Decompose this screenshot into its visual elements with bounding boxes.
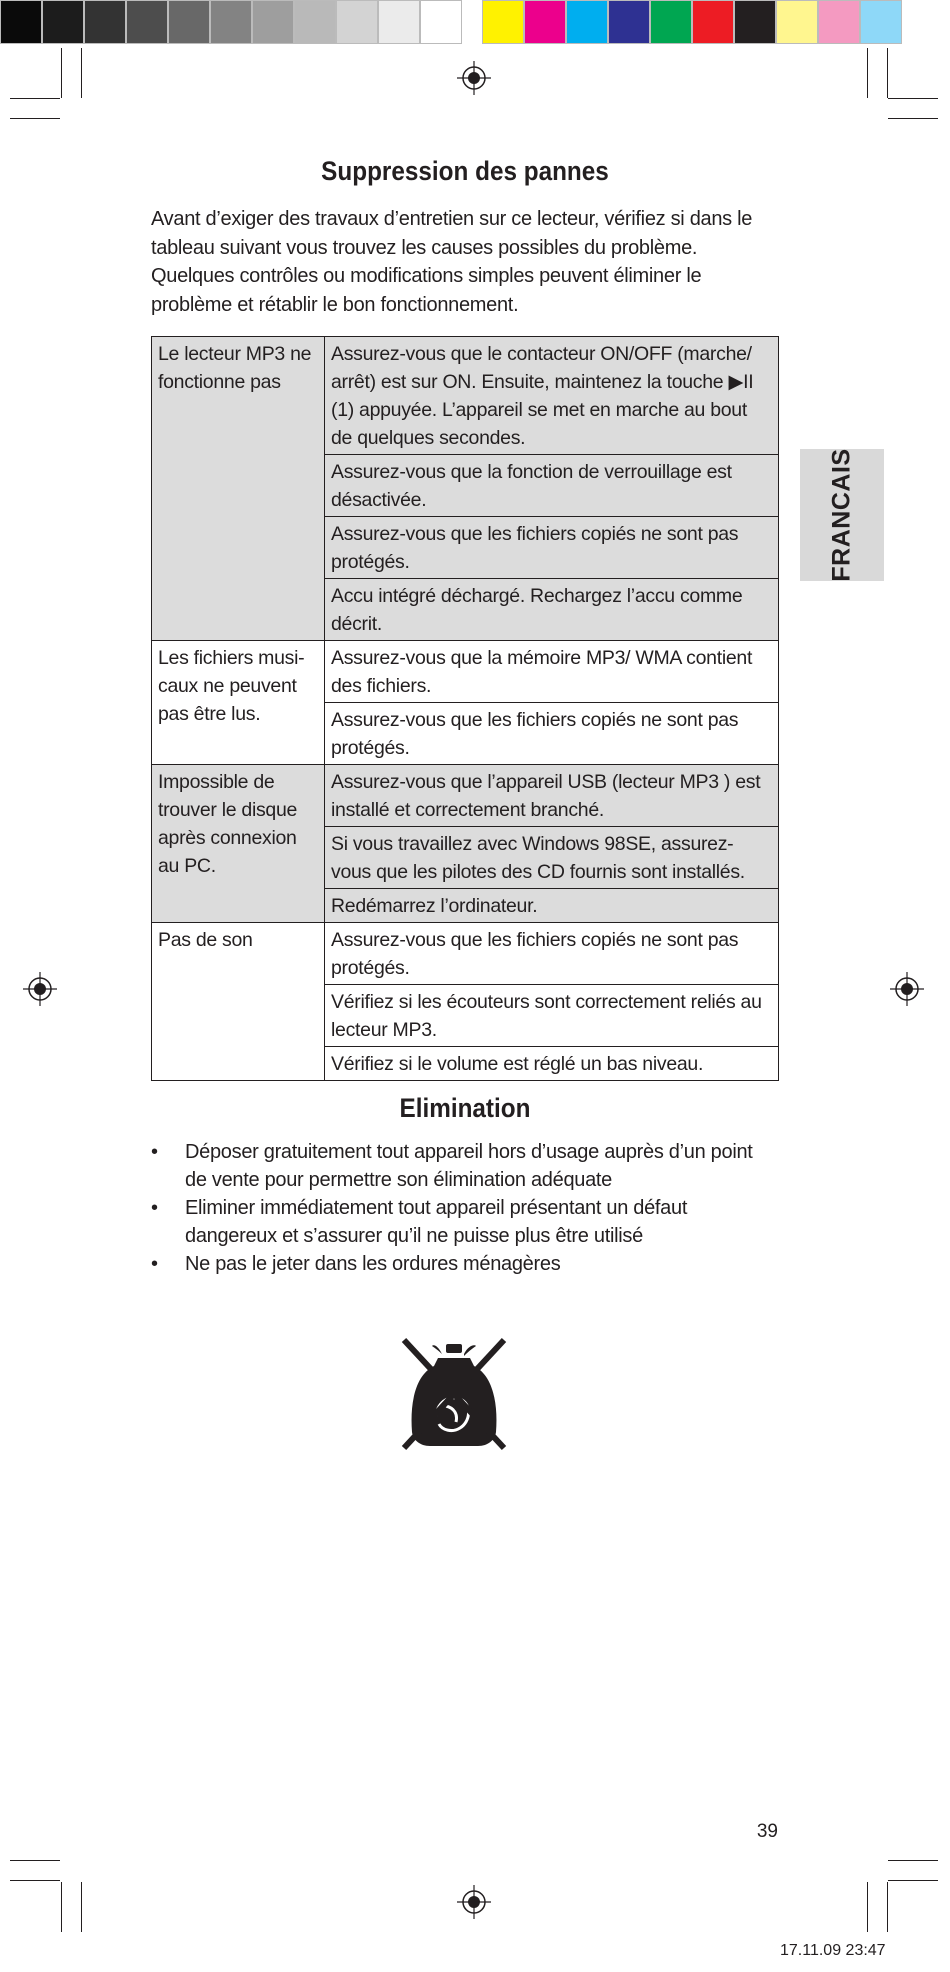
registration-mark-right	[888, 970, 926, 1008]
color-calibration-bar	[0, 0, 950, 44]
list-item	[151, 1194, 776, 1250]
language-tab	[800, 449, 884, 581]
solution-cell: Vérifiez si les écouteurs sont correctement reliés au lecteur MP3.	[325, 985, 779, 1047]
gray-swatch	[0, 0, 42, 44]
process-color-swatch	[566, 0, 608, 44]
solution-cell: Accu intégré déchargé. Rechargez l’accu comme décrit.	[325, 579, 779, 641]
solution-cell: Assurez-vous que la fonction de verrouillage est désactivée.	[325, 455, 779, 517]
process-color-swatch	[482, 0, 524, 44]
problem-cell: Les fichiers musi- caux ne peuvent pas être lus.	[152, 641, 325, 765]
solution-cell: Redémarrez l’ordinateur.	[325, 889, 779, 923]
solution-cell: Assurez-vous que le contacteur ON/OFF (marche/ arrêt) est sur ON. Ensuite, maintenez la touche ▶II (1) appuyée. L’appareil se met en marche au bout de quelques secondes.	[325, 337, 779, 455]
crossed-out-waste-bag-icon	[398, 1336, 510, 1452]
solution-cell: Assurez-vous que les fichiers copiés ne sont pas protégés.	[325, 703, 779, 765]
problem-cell: Pas de son	[152, 923, 325, 1081]
problem-cell: Le lecteur MP3 ne fonctionne pas	[152, 337, 325, 641]
solution-cell: Assurez-vous que la mémoire MP3/ WMA contient des fichiers.	[325, 641, 779, 703]
troubleshooting-table	[151, 336, 779, 1081]
elimination-heading: Elimination	[399, 1093, 531, 1123]
solution-cell: Si vous travaillez avec Windows 98SE, assurez-vous que les pilotes des CD fournis sont installés.	[325, 827, 779, 889]
gray-swatch	[84, 0, 126, 44]
gray-swatch	[210, 0, 252, 44]
gray-swatch	[420, 0, 462, 44]
process-color-swatch	[524, 0, 566, 44]
solution-cell: Vérifiez si le volume est réglé un bas niveau.	[325, 1047, 779, 1081]
table-row	[152, 765, 779, 827]
bullet-icon: •	[151, 1197, 158, 1219]
process-color-swatch	[818, 0, 860, 44]
registration-mark-top	[455, 59, 493, 97]
gray-swatch	[126, 0, 168, 44]
process-color-swatch	[776, 0, 818, 44]
gray-swatch	[42, 0, 84, 44]
solution-cell: Assurez-vous que l’appareil USB (lecteur MP3 ) est installé et correctement branché.	[325, 765, 779, 827]
process-color-swatch	[734, 0, 776, 44]
intro-paragraph: Avant d’exiger des travaux d’entretien sur ce lecteur, vérifiez si dans le tableau suivant vous trouvez les causes possibles du problème. Quelques contrôles ou modifications simples peuvent éliminer le problème et rétablir le bon fonctionnement.	[151, 208, 753, 316]
bullet-icon: •	[151, 1253, 158, 1275]
gray-swatch	[252, 0, 294, 44]
process-color-swatch	[608, 0, 650, 44]
list-item	[151, 1138, 776, 1194]
process-color-swatch	[692, 0, 734, 44]
process-color-swatch	[860, 0, 902, 44]
problem-cell: Impossible de trouver le disque après connexion au PC.	[152, 765, 325, 923]
process-color-swatch	[650, 0, 692, 44]
language-tab-label: FRANCAIS	[827, 448, 856, 582]
page-title: Suppression des pannes	[321, 156, 609, 186]
registration-mark-bottom	[455, 1883, 493, 1921]
gray-swatch	[168, 0, 210, 44]
bullet-icon: •	[151, 1141, 158, 1163]
solution-cell: Assurez-vous que les fichiers copiés ne sont pas protégés.	[325, 923, 779, 985]
registration-mark-left	[21, 970, 59, 1008]
solution-cell: Assurez-vous que les fichiers copiés ne sont pas protégés.	[325, 517, 779, 579]
table-row	[152, 337, 779, 455]
table-row	[152, 641, 779, 703]
gray-swatch	[294, 0, 336, 44]
elimination-list	[151, 1138, 776, 1278]
list-item-text: Eliminer immédiatement tout appareil présentant un défaut dangereux et s’assurer qu’il ne puisse plus être utilisé	[185, 1197, 688, 1247]
list-item	[151, 1250, 776, 1278]
list-item-text: Déposer gratuitement tout appareil hors d’usage auprès d’un point de vente pour permettre son élimination adéquate	[185, 1141, 753, 1191]
gray-swatch	[378, 0, 420, 44]
table-row	[152, 923, 779, 985]
page-number: 39	[756, 1821, 778, 1842]
list-item-text: Ne pas le jeter dans les ordures ménagères	[185, 1253, 561, 1275]
print-timestamp: 17.11.09 23:47	[780, 1942, 886, 1959]
gray-swatch	[336, 0, 378, 44]
